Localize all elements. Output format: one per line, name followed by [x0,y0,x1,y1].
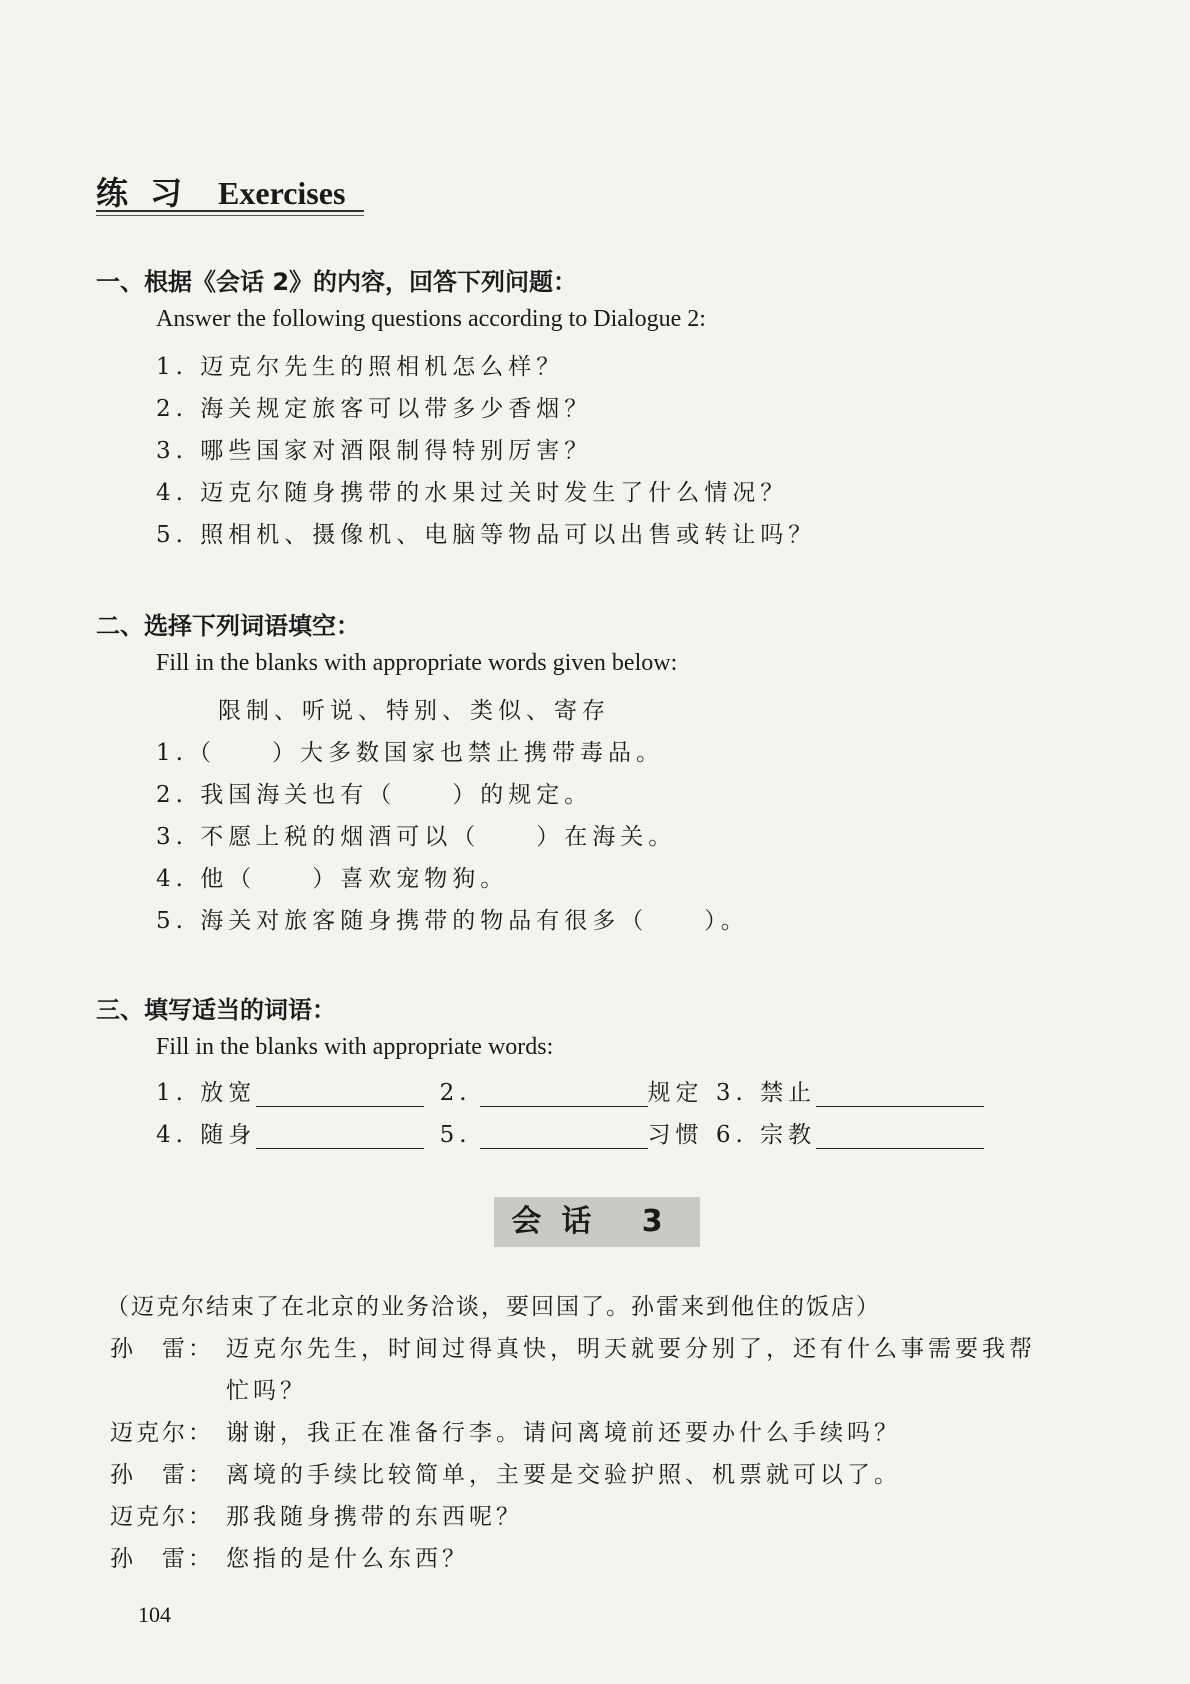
dialogue-line: 您指的是什么东西？ [226,1546,469,1572]
fill-label: 2. [439,1080,472,1106]
header-underline [96,210,364,212]
section1-question-4: 4. 迈克尔随身携带的水果过关时发生了什么情况？ [156,480,789,506]
dialogue-line: 离境的手续比较简单，主要是交验护照、机票就可以了。 [226,1462,901,1488]
section2-item-4: 4. 他（ ）喜欢宠物狗。 [156,866,509,892]
dialogue-speaker: 孙 雷： [110,1462,214,1488]
section3-instruction: Fill in the blanks with appropriate words: [156,1034,554,1060]
fill-blank [256,1084,424,1107]
dialogue-title: 会话 3 [494,1197,700,1247]
exercises-header-en: Exercises [218,175,346,211]
section3-row-1 [156,1074,984,1107]
fill-blank [480,1126,648,1149]
fill-blank [480,1084,648,1107]
section3-row-2 [156,1116,984,1149]
section3-title: 三、填写适当的词语： [96,996,336,1024]
dialogue-speaker: 迈克尔： [110,1504,214,1530]
section2-instruction: Fill in the blanks with appropriate words given below: [156,650,678,676]
header-underline-thin [96,215,364,216]
section1-question-2: 2. 海关规定旅客可以带多少香烟？ [156,396,593,422]
section2-title: 二、选择下列词语填空： [96,612,360,640]
section2-item-2: 2. 我国海关也有（ ）的规定。 [156,782,593,808]
section1-question-1: 1. 迈克尔先生的照相机怎么样？ [156,354,565,380]
exercises-header [96,168,364,214]
section1-instruction: Answer the following questions according to Dialogue 2: [156,306,706,332]
section2-item-3: 3. 不愿上税的烟酒可以（ ）在海关。 [156,824,677,850]
section1-question-3: 3. 哪些国家对酒限制得特别厉害？ [156,438,593,464]
dialogue-speaker: 孙 雷： [110,1336,214,1362]
page-number: 104 [138,1602,171,1627]
dialogue-line: 迈克尔先生，时间过得真快，明天就要分别了，还有什么事需要我帮 [226,1336,1036,1362]
fill-blank [256,1126,424,1149]
section2-item-1: 1.（ ）大多数国家也禁止携带毒品。 [156,740,664,766]
section1-question-5: 5. 照相机、摄像机、电脑等物品可以出售或转让吗？ [156,522,817,548]
dialogue-speaker: 孙 雷： [110,1546,214,1572]
dialogue-line: 忙吗？ [226,1378,307,1404]
fill-label: 习惯 6. 宗教 [647,1122,817,1148]
fill-label: 1. 放宽 [156,1080,257,1106]
fill-blank [816,1084,984,1107]
dialogue-intro: （迈克尔结束了在北京的业务洽谈，要回国了。孙雷来到他住的饭店） [106,1294,881,1320]
fill-label: 5. [439,1122,472,1148]
fill-blank [816,1126,984,1149]
section1-title: 一、根据《会话 2》的内容，回答下列问题： [96,268,578,296]
section2-word-bank: 限制、听说、特别、类似、寄存 [218,698,610,724]
fill-label: 规定 3. 禁止 [647,1080,817,1106]
section2-item-5: 5. 海关对旅客随身携带的物品有很多（ ）。 [156,908,749,934]
dialogue-line: 那我随身携带的东西呢？ [226,1504,523,1530]
dialogue-line: 谢谢，我正在准备行李。请问离境前还要办什么手续吗？ [226,1420,901,1446]
fill-label: 4. 随身 [156,1122,257,1148]
dialogue-speaker: 迈克尔： [110,1420,214,1446]
exercises-header-zh: 练习 [96,174,205,212]
